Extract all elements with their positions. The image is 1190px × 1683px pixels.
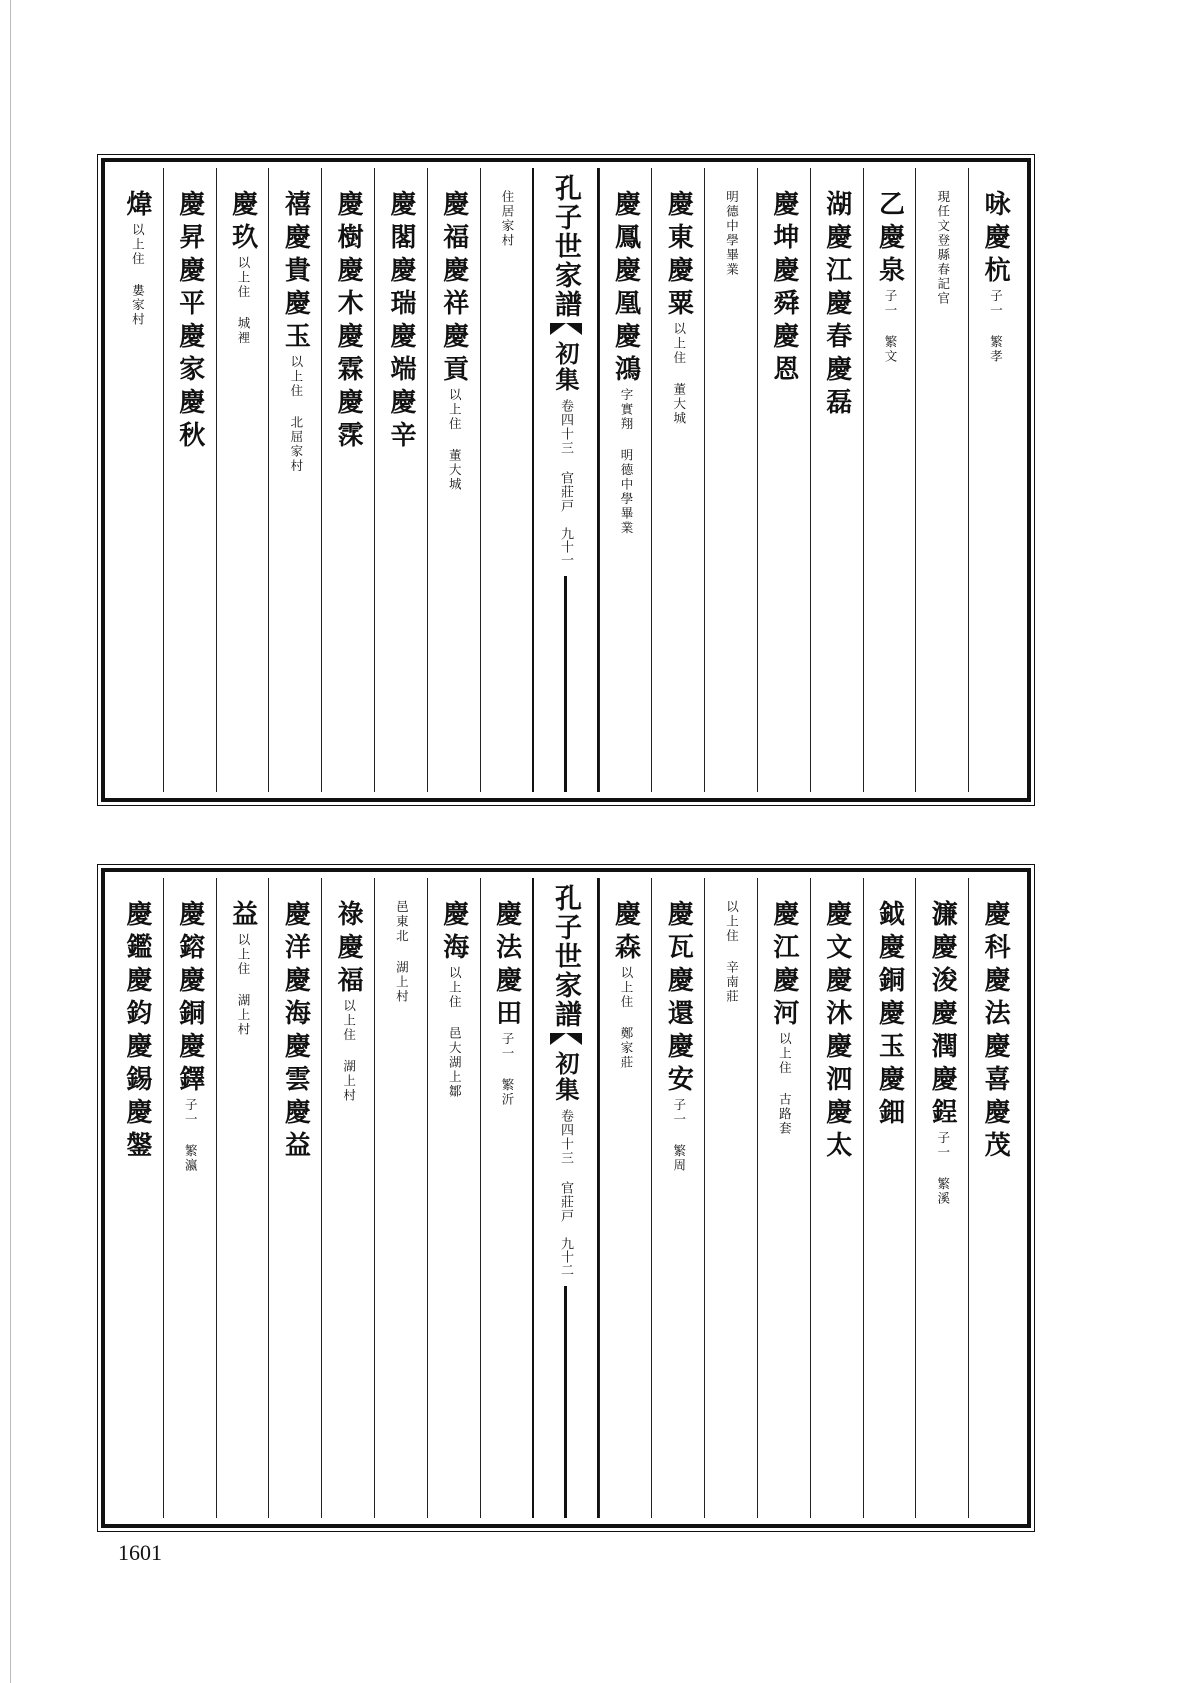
text-column [810, 878, 863, 1518]
column-main-text: 慶瓦慶還慶安 [663, 900, 694, 1098]
column-main-text: 慶東慶粟 [663, 190, 694, 322]
column-main-text: 益 [227, 900, 258, 933]
column-annotation: 以上住 辛南莊 [724, 900, 740, 1004]
column-main-text: 煒 [121, 190, 152, 223]
column-annotation: 以上住 北屈家村 [288, 355, 304, 474]
column-annotation: 以上住 婁家村 [130, 223, 146, 327]
text-column [480, 168, 533, 792]
column-main-text: 慶江慶河 [768, 900, 799, 1032]
collection-label: 初集 [551, 341, 581, 393]
column-annotation: 以上住 邑大湖上鄒 [447, 966, 463, 1099]
text-column [757, 878, 810, 1518]
column-annotation: 以上住 湖上村 [341, 999, 357, 1103]
text-column [321, 878, 374, 1518]
collection-label: 初集 [551, 1051, 581, 1103]
text-column [704, 168, 757, 792]
column-main-text: 慶鎔慶銅慶鐸 [174, 900, 205, 1098]
column-main-text: 慶玖 [227, 190, 258, 256]
text-column [651, 878, 704, 1518]
column-annotation: 字實翔 明德中學畢業 [618, 388, 634, 536]
column-main-text: 慶科慶法慶喜慶茂 [980, 900, 1011, 1164]
column-main-text: 湖慶江慶春慶磊 [821, 190, 852, 421]
text-column [321, 168, 374, 792]
text-column [863, 168, 916, 792]
leaf-number: 九十一 [558, 527, 574, 566]
text-column [757, 168, 810, 792]
text-column [268, 878, 321, 1518]
page-panel-bottom [101, 868, 1031, 1528]
text-column [111, 878, 163, 1518]
column-annotation: 以上住 古路套 [777, 1032, 793, 1136]
column-annotation: 以上住 董大城 [671, 322, 687, 426]
column-annotation: 以上住 鄭家莊 [618, 966, 634, 1070]
column-annotation: 子一 繁溪 [935, 1131, 951, 1206]
text-column [427, 878, 480, 1518]
text-column [651, 168, 704, 792]
fishtail-mark [550, 323, 582, 335]
text-column [810, 168, 863, 792]
center-fold-column [532, 168, 598, 792]
text-column [480, 878, 533, 1518]
volume-label: 卷四十三 官莊戸 [558, 399, 574, 513]
fold-bar [564, 1286, 567, 1518]
text-column [863, 878, 916, 1518]
column-main-text: 慶法慶田 [491, 900, 522, 1032]
column-annotation: 子一 繁沂 [500, 1032, 515, 1107]
text-column [968, 878, 1021, 1518]
text-column [968, 168, 1021, 792]
column-annotation: 子一 繁周 [671, 1098, 687, 1173]
column-annotation: 以上住 董大城 [447, 388, 463, 492]
column-grid [111, 878, 1021, 1518]
text-column [374, 168, 427, 792]
leaf-number: 九十二 [558, 1237, 574, 1276]
text-column [163, 878, 216, 1518]
column-main-text: 禧慶貴慶玉 [280, 190, 311, 355]
column-annotation: 現任文登縣春記官 [935, 190, 951, 306]
column-main-text: 慶鳳慶凰慶鴻 [610, 190, 641, 388]
book-title: 孔子世家譜 [550, 884, 582, 1029]
page-panel-top [101, 158, 1031, 802]
text-column [915, 878, 968, 1518]
text-column [163, 168, 216, 792]
fold-bar [564, 576, 567, 792]
column-main-text: 乙慶泉 [874, 190, 905, 289]
text-column [216, 168, 269, 792]
text-column [216, 878, 269, 1518]
column-main-text: 慶昇慶平慶家慶秋 [174, 190, 205, 454]
column-annotation: 明德中學畢業 [724, 190, 740, 277]
column-main-text: 濂慶浚慶潤慶鋥 [927, 900, 958, 1131]
column-main-text: 祿慶福 [333, 900, 364, 999]
text-column [111, 168, 163, 792]
text-column [704, 878, 757, 1518]
center-fold-column [532, 878, 598, 1518]
column-main-text: 慶閣慶瑞慶端慶辛 [385, 190, 416, 454]
column-main-text: 慶樹慶木慶霖慶霂 [333, 190, 364, 454]
column-annotation: 以上住 湖上村 [236, 933, 252, 1037]
fishtail-mark [550, 1033, 582, 1045]
column-main-text: 慶福慶祥慶貢 [438, 190, 469, 388]
book-title: 孔子世家譜 [550, 174, 582, 319]
text-column [374, 878, 427, 1518]
column-annotation: 子一 繁瀛 [183, 1098, 199, 1173]
column-main-text: 慶鑑慶鈞慶錫慶鎜 [121, 900, 152, 1164]
column-main-text: 慶文慶沐慶泗慶太 [821, 900, 852, 1164]
page-number: 1601 [118, 1540, 162, 1565]
column-annotation: 子一 繁文 [882, 289, 898, 364]
column-grid [111, 168, 1021, 792]
column-main-text: 鉞慶銅慶玉慶鈿 [874, 900, 905, 1131]
volume-label: 卷四十三 官莊戸 [558, 1109, 574, 1223]
column-main-text: 慶森 [610, 900, 641, 966]
text-column [599, 878, 652, 1518]
left-margin-line [10, 0, 11, 1683]
text-column [915, 168, 968, 792]
text-column [427, 168, 480, 792]
column-main-text: 慶坤慶舜慶恩 [768, 190, 799, 388]
column-annotation: 住居家村 [500, 190, 515, 248]
column-annotation: 邑東北 湖上村 [394, 900, 410, 1004]
text-column [599, 168, 652, 792]
column-annotation: 子一 繁孝 [988, 289, 1004, 364]
column-main-text: 咏慶杭 [980, 190, 1011, 289]
text-column [268, 168, 321, 792]
column-annotation: 以上住 城裡 [236, 256, 252, 346]
column-main-text: 慶海 [438, 900, 469, 966]
column-main-text: 慶洋慶海慶雲慶益 [280, 900, 311, 1164]
